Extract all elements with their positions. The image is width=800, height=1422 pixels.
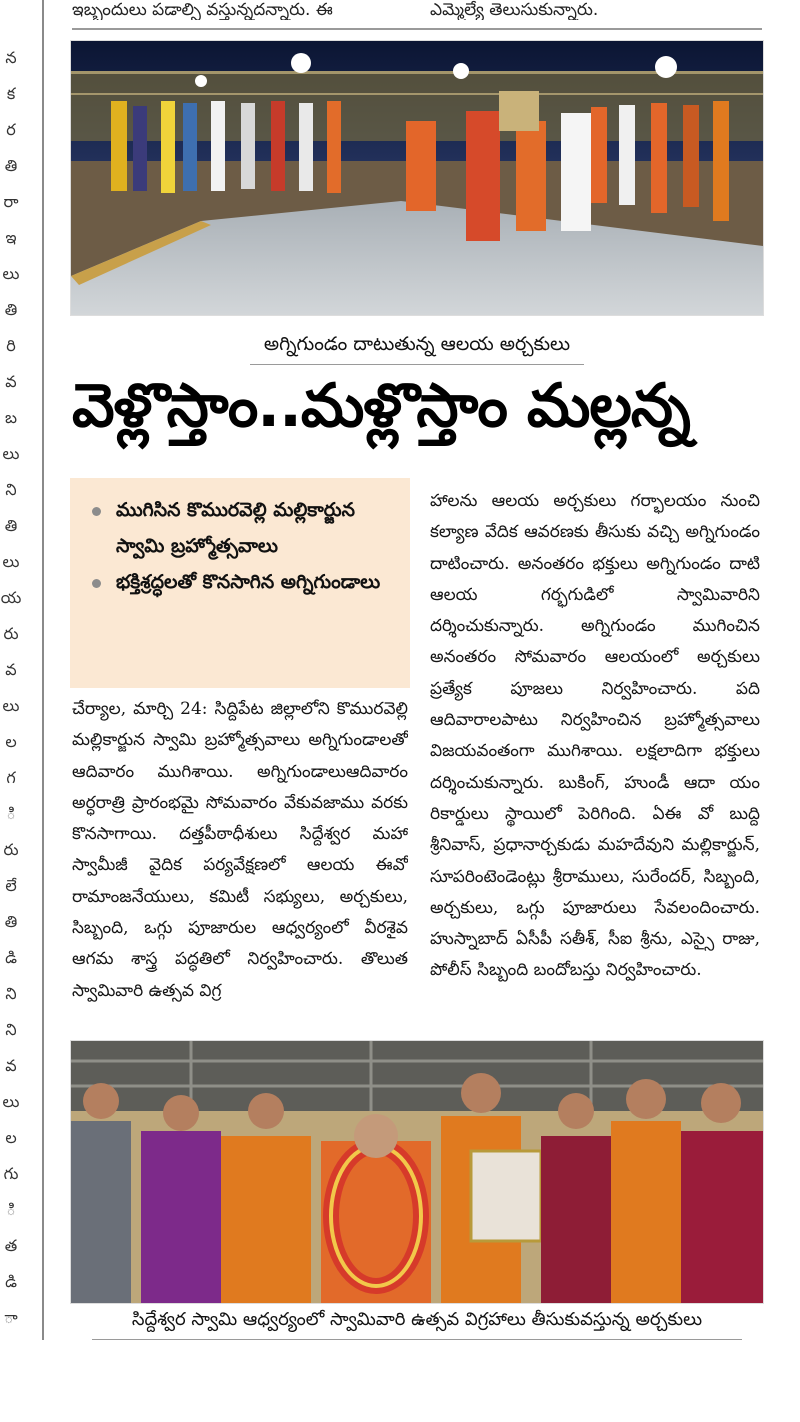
cropped-left-fragment: వ [5, 660, 17, 679]
cropped-left-fragment: లే [5, 876, 17, 895]
cropped-left-fragment: లు [2, 444, 20, 463]
cropped-left-fragment: తి [4, 300, 18, 319]
highlight-item: ముగిసిన కొమురవెల్లి మల్లికార్జున స్వామి బ్రహ్మోత్సవాలు [88, 492, 394, 564]
highlight-item: భక్తిశ్రద్ధలతో కొనసాగిన అగ్నిగుండాలు [88, 564, 394, 600]
cropped-left-fragment: ి [6, 1200, 16, 1219]
procession-illustration [71, 1041, 763, 1303]
cropped-left-fragment: లు [2, 264, 20, 283]
cropped-left-column [0, 40, 22, 1370]
cropped-left-fragment: ఇ [5, 228, 17, 247]
headline: వెళ్లొస్తాం..మళ్లొస్తాం మల్లన్న [72, 371, 690, 441]
cropped-left-fragment: గ [6, 768, 16, 787]
cropped-left-fragment: తి [4, 516, 18, 535]
cropped-left-fragment: లు [2, 1092, 20, 1111]
cropped-left-fragment: రు [3, 624, 19, 643]
prev-article-fragment-right: ఎమ్మెల్యే తెలుసుకున్నారు. [430, 0, 599, 20]
cropped-left-fragment: య [0, 588, 22, 607]
cropped-left-fragment: ల [5, 732, 17, 751]
article-body-left: చేర్యాల, మార్చి 24: సిద్దిపేట జిల్లాలోని కొమురవెల్లి మల్లికార్జున స్వామి బ్రహ్మోత్సవాలు అగ్నిగుండాలతో ఆదివారం ముగిశాయి. అగ్నిగుండాలుఆదివారం అర్ధరాత్రి ప్రారంభమై సోమవారం వేకువజాము వరకు కొనసాగాయి. దత్తపీఠాధీశులు సిద్దేశ్వర మహా స్వామీజీ వైదిక పర్యవేక్షణలో ఆలయ ఈవో రామాంజనేయులు, కమిటీ సభ్యులు, అర్చకులు, సిబ్బంది, ఒగ్గు పూజారుల ఆధ్వర్యంలో వీరశైవ ఆగమ శాస్త్ర పద్ధతిలో నిర్వహించారు. తొలుత స్వామివారి ఉత్సవ విగ్ర [72, 699, 408, 1001]
article-body-right: హాలను ఆలయ అర్చకులు గర్భాలయం నుంచి కల్యాణ వేదిక ఆవరణకు తీసుకు వచ్చి అగ్నిగుండం దాటించారు. అనంతరం భక్తులు అగ్నిగుండం దాటి ఆలయ గర్భగుడిలో స్వామివారిని దర్శించుకున్నారు. అగ్నిగుండం ముగించిన అనంతరం సోమవారం ఆలయంలో అర్చకులు ప్రత్యేక పూజలు నిర్వహించారు. పది ఆదివారాలపాటు నిర్వహించిన బ్రహ్మోత్సవాలు విజయవంతంగా ముగిశాయి. లక్షలాదిగా భక్తులు దర్శించుకున్నారు. బుకింగ్, హుండీ ఆదా యం రికార్డులు స్థాయిలో పెరిగింది. ఏఈ వో బుద్ది శ్రీనివాస్, ప్రధానార్చకుడు మహదేవుని మల్లికార్జున్, సూపరింటెండెంట్లు శ్రీరాములు, సురేందర్, సిబ్బంది, అర్చకులు, ఒగ్గు పూజారులు సేవలందించారు. హుస్నాబాద్ ఏసీపీ సతీశ్, సీఐ శ్రీను, ఎస్సై రాజు, పోలీస్ సిబ్బంది బందోబస్తు నిర్వహించారు. [430, 491, 760, 981]
cropped-left-fragment: గు [3, 1164, 19, 1183]
photo-procession [70, 1040, 764, 1304]
top-rule [72, 28, 762, 30]
cropped-left-fragment: తి [4, 156, 18, 175]
cropped-left-fragment: క [6, 84, 16, 103]
cropped-left-fragment: రా [3, 192, 19, 211]
cropped-left-fragment: ి [6, 804, 16, 823]
cropped-left-fragment: రు [3, 840, 19, 859]
cropped-left-fragment: రి [6, 336, 16, 355]
caption-underline-bottom [92, 1339, 742, 1340]
cropped-left-fragment: ని [5, 984, 17, 1003]
cropped-left-fragment: ర [6, 120, 16, 139]
cropped-left-fragment: ల [5, 1128, 17, 1147]
highlights-box [70, 478, 410, 688]
cropped-left-fragment: డి [5, 948, 17, 967]
cropped-left-fragment: బ [4, 408, 17, 427]
cropped-left-fragment: డి [5, 1272, 17, 1291]
cropped-left-fragment: తి [4, 912, 18, 931]
cropped-left-fragment: లు [2, 552, 20, 571]
cropped-left-fragment: ని [5, 1020, 17, 1039]
cropped-left-fragment: త [4, 1236, 18, 1255]
fire-walk-illustration [71, 41, 763, 315]
cropped-left-fragment: వ [5, 372, 17, 391]
cropped-left-fragment: న [5, 48, 17, 67]
cropped-left-fragment: ని [5, 480, 17, 499]
cropped-left-fragment: ా [4, 1308, 18, 1327]
photo-fire-walk [70, 40, 764, 316]
cropped-left-fragment: లు [2, 696, 20, 715]
cropped-left-fragment: వ [5, 1056, 17, 1075]
column-divider [42, 0, 44, 1340]
photo-caption-bottom: సిద్దేశ్వర స్వామి ఆధ్వర్యంలో స్వామివారి ఉత్సవ విగ్రహాలు తీసుకువస్తున్న అర్చకులు [131, 1309, 703, 1330]
photo-caption-top: అగ్నిగుండం దాటుతున్న ఆలయ అర్చకులు [263, 333, 571, 355]
prev-article-fragment-left: ఇబ్బందులు పడాల్సి వస్తున్నదన్నారు. ఈ [72, 0, 333, 20]
